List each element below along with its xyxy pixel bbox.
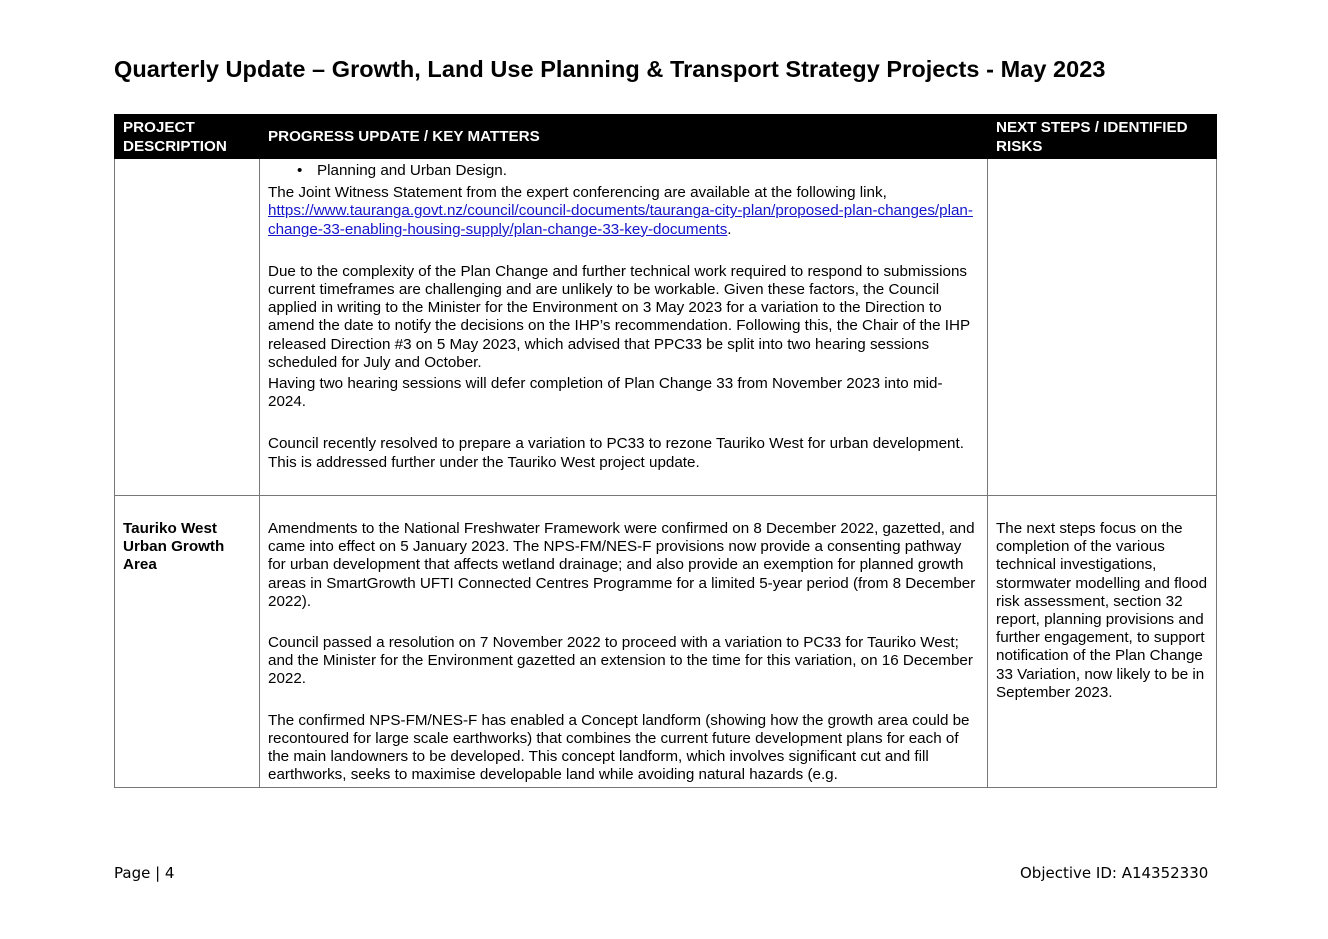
plan-change-33-documents-link[interactable]: https://www.tauranga.govt.nz/council/council-documents/tauranga-city-plan/proposed-plan-changes/plan-change-33-enabling-housing-supply/plan-change-33-key-documents: [268, 202, 973, 238]
page-number: Page | 4: [114, 864, 175, 882]
row1-paragraph-hearings: Having two hearing sessions will defer completion of Plan Change 33 from November 2023 into mid-2024.: [268, 375, 943, 411]
row2-project-cell: [115, 496, 260, 788]
table-row: [115, 159, 1217, 496]
document-title: Quarterly Update – Growth, Land Use Planning & Transport Strategy Projects - May 2023: [114, 56, 1106, 82]
row2-paragraph-freshwater: Amendments to the National Freshwater Framework were confirmed on 8 December 2022, gazetted, and came into effect on 5 January 2023. The NPS-FM/NES-F provisions now provide a consenting pathway for urban development that affects wetland drainage; and also provide an exemption for planned growth areas in SmartGrowth UFTI Connected Centres Programme for a limited 5-year period (from 8 December 2022).: [268, 520, 976, 610]
row1-project-cell: [115, 159, 260, 496]
header-next-steps: NEXT STEPS / IDENTIFIED RISKS: [988, 115, 1217, 159]
objective-id: Objective ID: A14352330: [1020, 864, 1209, 882]
project-table: [114, 114, 1217, 788]
next-steps-text: The next steps focus on the completion of the various technical investigations, stormwater modelling and flood risk assessment, section 32 report, planning provisions and further engagement, to support notification of the Plan Change 33 Variation, now likely to be in September 2023.: [996, 520, 1208, 701]
row2-paragraph-resolution: Council passed a resolution on 7 November 2022 to proceed with a variation to PC33 for Tauriko West; and the Minister for the Environment gazetted an extension to the time for this variation, on 16 December 2022.: [268, 634, 973, 688]
row1-next-steps-cell: [988, 159, 1217, 496]
project-name: Tauriko West Urban Growth Area: [123, 520, 225, 574]
row1-link-intro: The Joint Witness Statement from the expert conferencing are available at the following link,: [268, 184, 887, 202]
bullet-text: Planning and Urban Design.: [317, 162, 507, 179]
table-header-row: [115, 115, 1217, 159]
row2-next-steps-cell: [988, 496, 1217, 788]
row2-progress-cell: [260, 496, 988, 788]
row1-progress-cell: [260, 159, 988, 496]
row1-paragraph-variation: Council recently resolved to prepare a variation to PC33 to rezone Tauriko West for urban development. This is addressed further under the Tauriko West project update.: [268, 435, 964, 471]
row1-paragraph-link: [268, 184, 979, 239]
bullet-item: [268, 162, 979, 180]
header-progress-update: PROGRESS UPDATE / KEY MATTERS: [260, 115, 988, 159]
row1-paragraph-timeframes: Due to the complexity of the Plan Change and further technical work required to respond to submissions current timeframes are challenging and are unlikely to be workable. Given these factors, the Council applied in writing to the Minister for the Environment on 3 May 2023 for a variation to the Direction to amend the date to notify the decisions on the IHP’s recommendation. Following this, the Chair of the IHP released Direction #3 on 5 May 2023, which advised that PPC33 be split into two hearing sessions scheduled for July and October.: [268, 262, 970, 371]
row1-link-end: .: [727, 220, 732, 238]
row2-paragraph-landform: The confirmed NPS-FM/NES-F has enabled a Concept landform (showing how the growth area could be recontoured for large scale earthworks) that combines the current future development plans for each of the main landowners to be developed. This concept landform, which involves significant cut and fill earthworks, seeks to maximise developable land while avoiding natural hazards (e.g.: [268, 711, 970, 784]
header-project-description: PROJECT DESCRIPTION: [115, 115, 260, 159]
bullet-dot-icon: •: [297, 162, 303, 179]
table-row: [115, 496, 1217, 788]
